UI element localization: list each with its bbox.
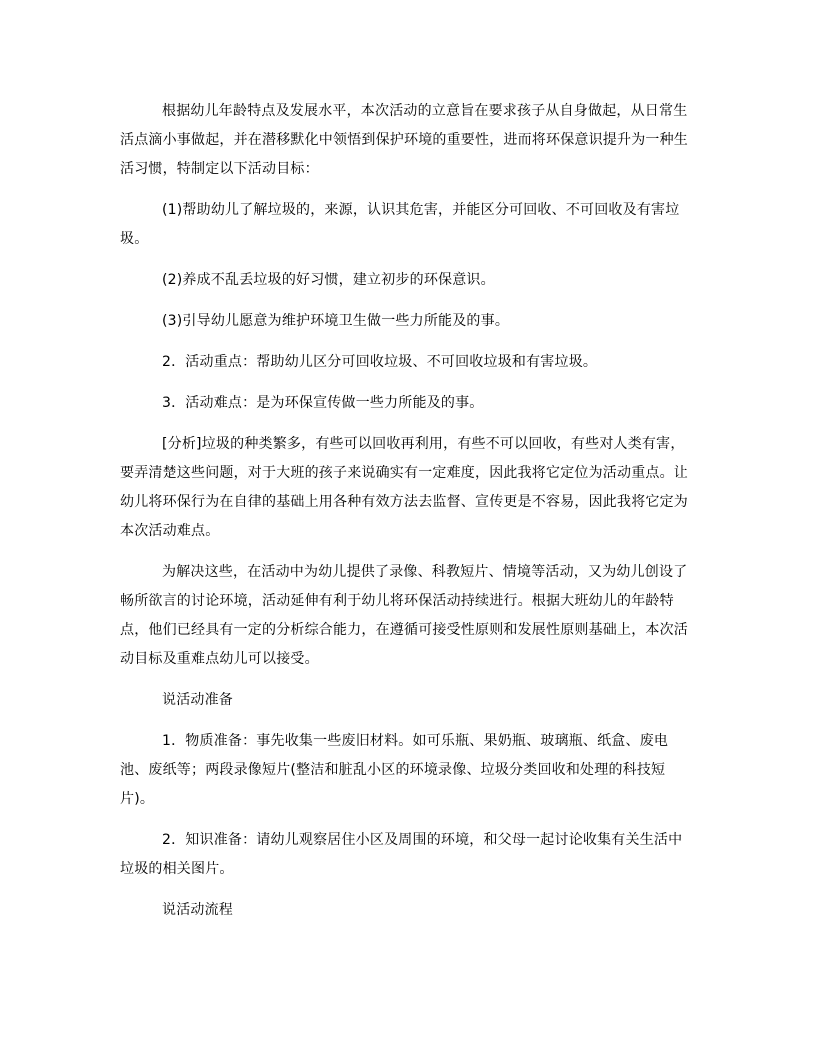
paragraph-goal-1: (1)帮助幼儿了解垃圾的，来源，认识其危害，并能区分可回收、不可回收及有害垃圾。 — [120, 202, 680, 247]
document-body — [120, 97, 696, 925]
paragraph-intro: 根据幼儿年龄特点及发展水平，本次活动的立意旨在要求孩子从自身做起，从日常生活点滴小事做起，并在潜移默化中领悟到保护环境的重要性，进而将环保意识提升为一种生活习惯，特制定以下活动目标： — [120, 103, 688, 177]
paragraph-material-prep: 1．物质准备：事先收集一些废旧材料。如可乐瓶、果奶瓶、玻璃瓶、纸盒、废电池、废纸等；两段录像短片(整洁和脏乱小区的环境录像、垃圾分类回收和处理的科技短片)。 — [120, 733, 669, 807]
paragraph-key-point: 2．活动重点：帮助幼儿区分可回收垃圾、不可回收垃圾和有害垃圾。 — [162, 354, 598, 370]
paragraph-solution: 为解决这些，在活动中为幼儿提供了录像、科教短片、情境等活动，又为幼儿创设了畅所欲言的讨论环境，活动延伸有利于幼儿将环保活动持续进行。根据大班幼儿的年龄特点，他们已经具有一定的分析综合能力，在遵循可接受性原则和发展性原则基础上，本次活动目标及重难点幼儿可以接受。 — [120, 564, 688, 667]
section-heading-preparation: 说活动准备 — [162, 692, 233, 708]
paragraph-difficulty: 3．活动难点：是为环保宣传做一些力所能及的事。 — [162, 395, 484, 411]
paragraph-analysis: [分析]垃圾的种类繁多，有些可以回收再利用，有些不可以回收，有些对人类有害，要弄清楚这些问题，对于大班的孩子来说确实有一定难度，因此我将它定位为活动重点。让幼儿将环保行为在自律的基础上用各种有效方法去监督、宣传更是不容易，因此我将它定为本次活动难点。 — [120, 436, 688, 539]
section-heading-process: 说活动流程 — [162, 902, 233, 918]
paragraph-knowledge-prep: 2．知识准备：请幼儿观察居住小区及周围的环境，和父母一起讨论收集有关生活中垃圾的相关图片。 — [120, 832, 683, 877]
paragraph-goal-2: (2)养成不乱丢垃圾的好习惯，建立初步的环保意识。 — [162, 272, 495, 288]
paragraph-goal-3: (3)引导幼儿愿意为维护环境卫生做一些力所能及的事。 — [162, 313, 510, 329]
